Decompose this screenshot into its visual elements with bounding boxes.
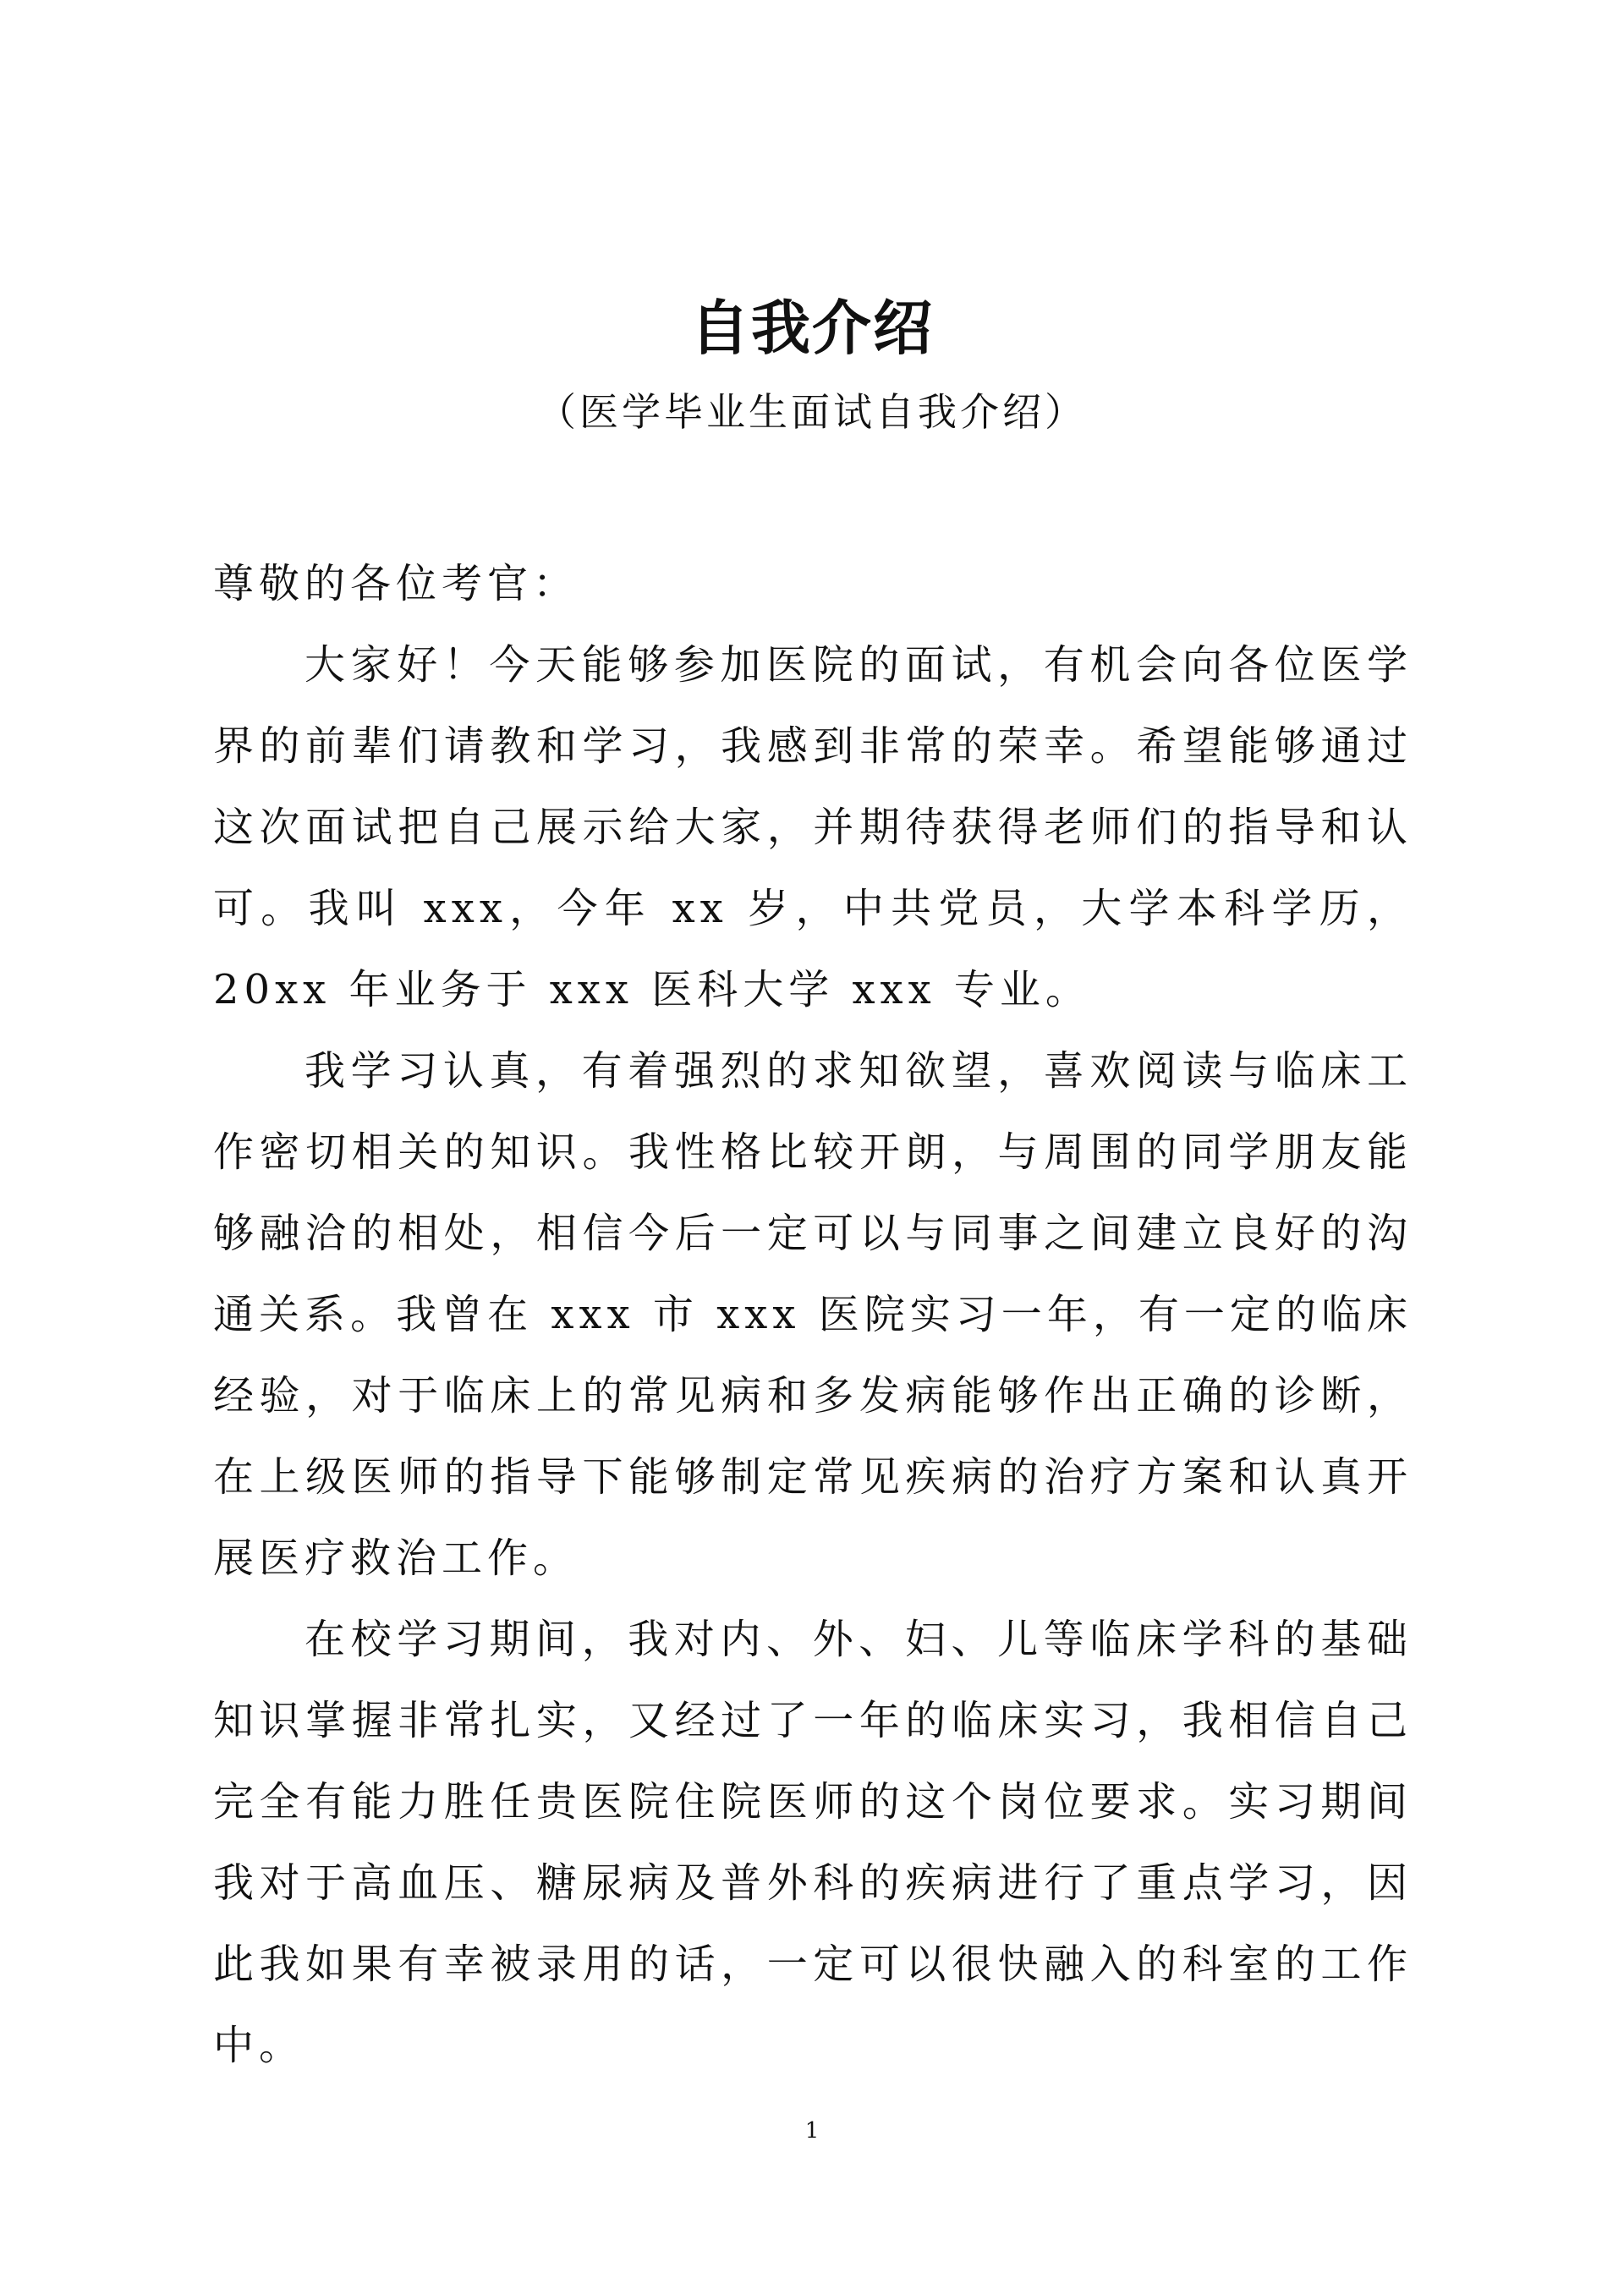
paragraph-1: 大家好！今天能够参加医院的面试，有机会向各位医学界的前辈们请教和学习，我感到非常的荣幸。希望能够通过这次面试把自己展示给大家，并期待获得老师们的指导和认可。我叫 xxx，今年 xx 岁，中共党员，大学本科学历，20xx 年业务于 xxx 医科大学 xxx 专业。 bbox=[213, 641, 1413, 1013]
document-body bbox=[213, 543, 1413, 2086]
paragraph-2: 我学习认真，有着强烈的求知欲望，喜欢阅读与临床工作密切相关的知识。我性格比较开朗，与周围的同学朋友能够融洽的相处，相信今后一定可以与同事之间建立良好的沟通关系。我曾在 xxx 市 xxx 医院实习一年，有一定的临床经验，对于临床上的常见病和多发病能够作出正确的诊断，在上级医师的指导下能够制定常见疾病的治疗方案和认真开展医疗救治工作。 bbox=[213, 1047, 1413, 1582]
page-subtitle: （医学毕业生面试自我介绍） bbox=[537, 389, 1087, 435]
page-title: 自我介绍 bbox=[690, 294, 934, 363]
salutation: 尊敬的各位考官： bbox=[213, 560, 579, 607]
paragraph-3: 在校学习期间，我对内、外、妇、儿等临床学科的基础知识掌握非常扎实，又经过了一年的临床实习，我相信自己完全有能力胜任贵医院住院医师的这个岗位要求。实习期间我对于高血压、糖尿病及普外科的疾病进行了重点学习，因此我如果有幸被录用的话，一定可以很快融入的科室的工作中。 bbox=[213, 1616, 1413, 2069]
page-number: 1 bbox=[804, 2118, 820, 2144]
